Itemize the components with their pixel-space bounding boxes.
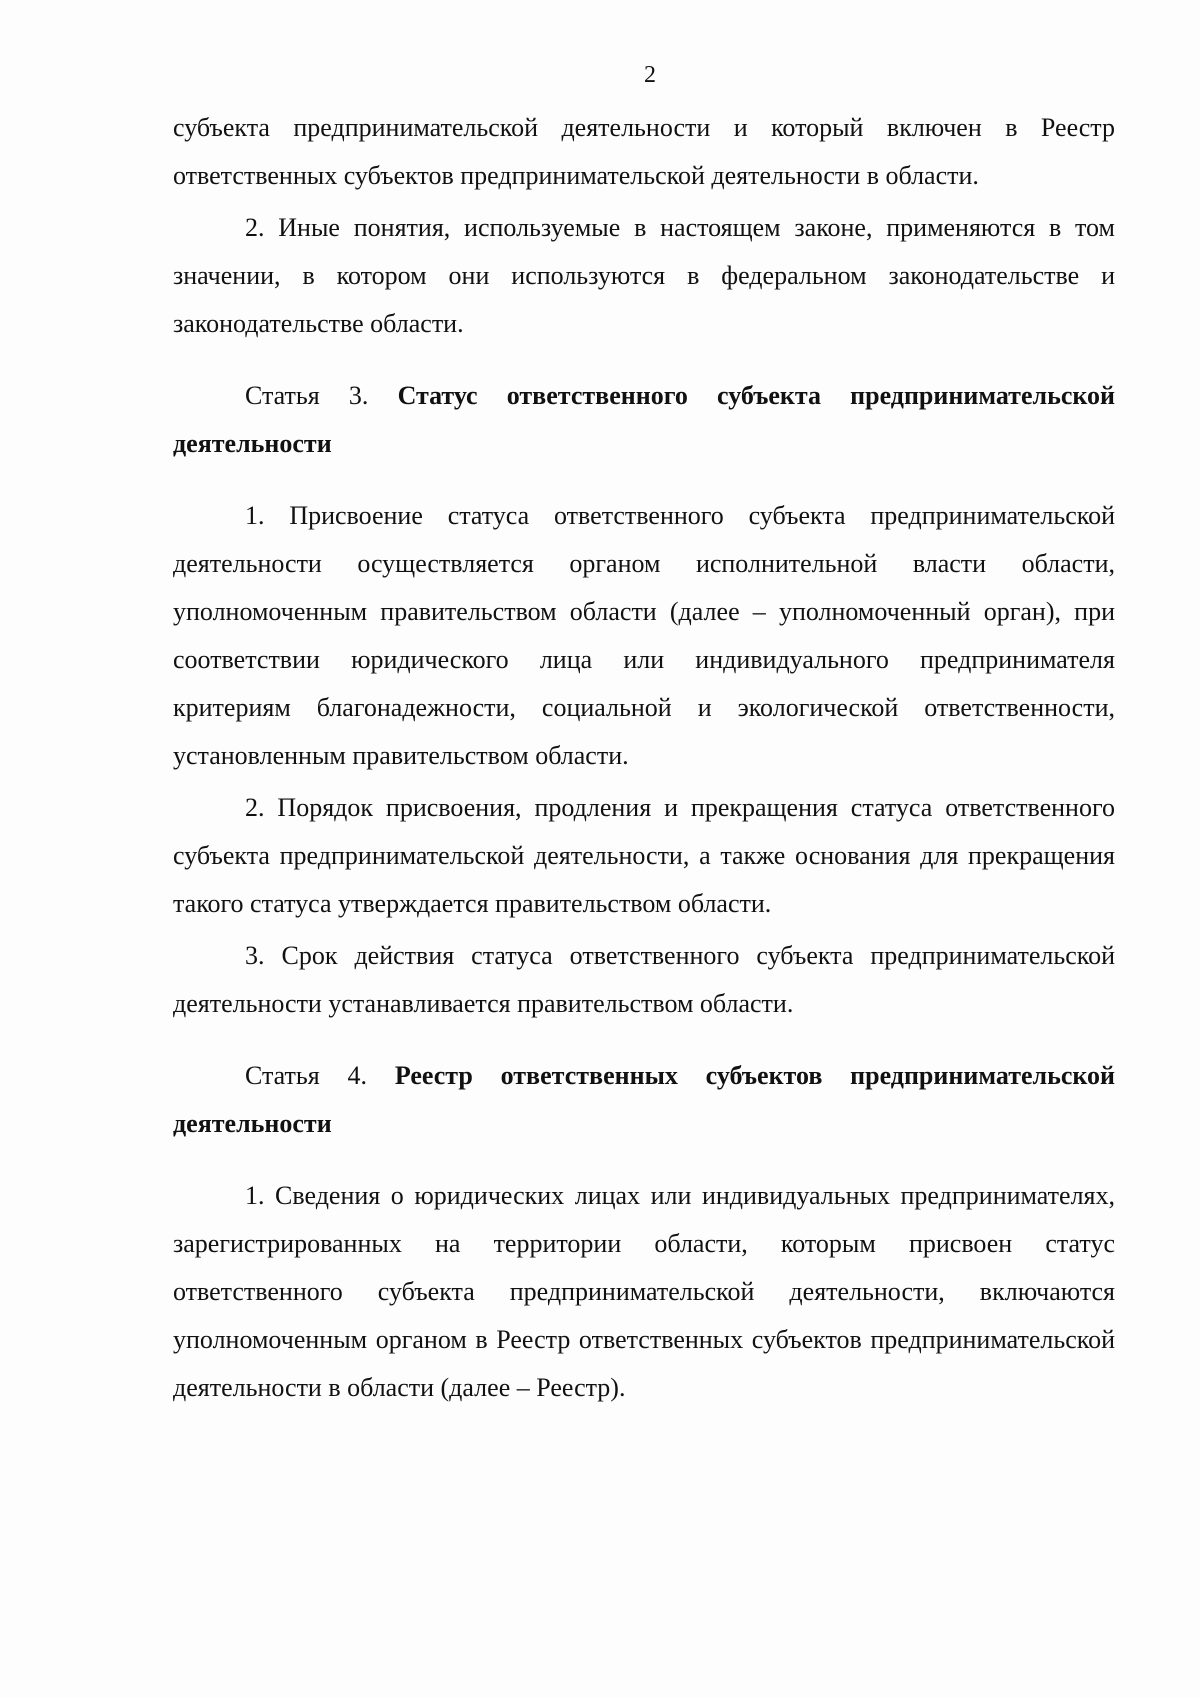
article-3-label: Статья 3. [245,381,369,410]
article-4-heading [173,1052,1115,1148]
document-body [173,104,1115,1412]
article-3-heading [173,372,1115,468]
article-4-label: Статья 4. [245,1061,368,1090]
intro-continuation: субъекта предпринимательской деятельности и который включен в Реестр ответственных субъектов предпринимательской деятельности в области. [173,113,1115,190]
definitions-item-2: 2. Иные понятия, используемые в настоящем законе, применяются в том значении, в котором они используются в федеральном законодательстве и законодательстве области. [173,213,1115,338]
article-3-item-1: 1. Присвоение статуса ответственного субъекта предпринимательской деятельности осуществляется органом исполнительной власти области, уполномоченным правительством области (далее – уполномоченный орган), при соответствии юридического лица или индивидуального предпринимателя критериям благонадежности, социальной и экологической ответственности, установленным правительством области. [173,501,1115,770]
article-3-title: Статус ответственного субъекта предпринимательской деятельности [173,381,1115,458]
article-4-title: Реестр ответственных субъектов предпринимательской деятельности [173,1061,1115,1138]
page-number: 2 [644,62,656,88]
article-4-item-1: 1. Сведения о юридических лицах или индивидуальных предпринимателях, зарегистрированных на территории области, которым присвоен статус ответственного субъекта предпринимательской деятельности, включаются уполномоченным органом в Реестр ответственных субъектов предпринимательской деятельности в области (далее – Реестр). [173,1181,1115,1402]
article-3-item-2: 2. Порядок присвоения, продления и прекращения статуса ответственного субъекта предпринимательской деятельности, а также основания для прекращения такого статуса утверждается правительством области. [173,793,1115,918]
article-3-item-3: 3. Срок действия статуса ответственного субъекта предпринимательской деятельности устанавливается правительством области. [173,941,1115,1018]
